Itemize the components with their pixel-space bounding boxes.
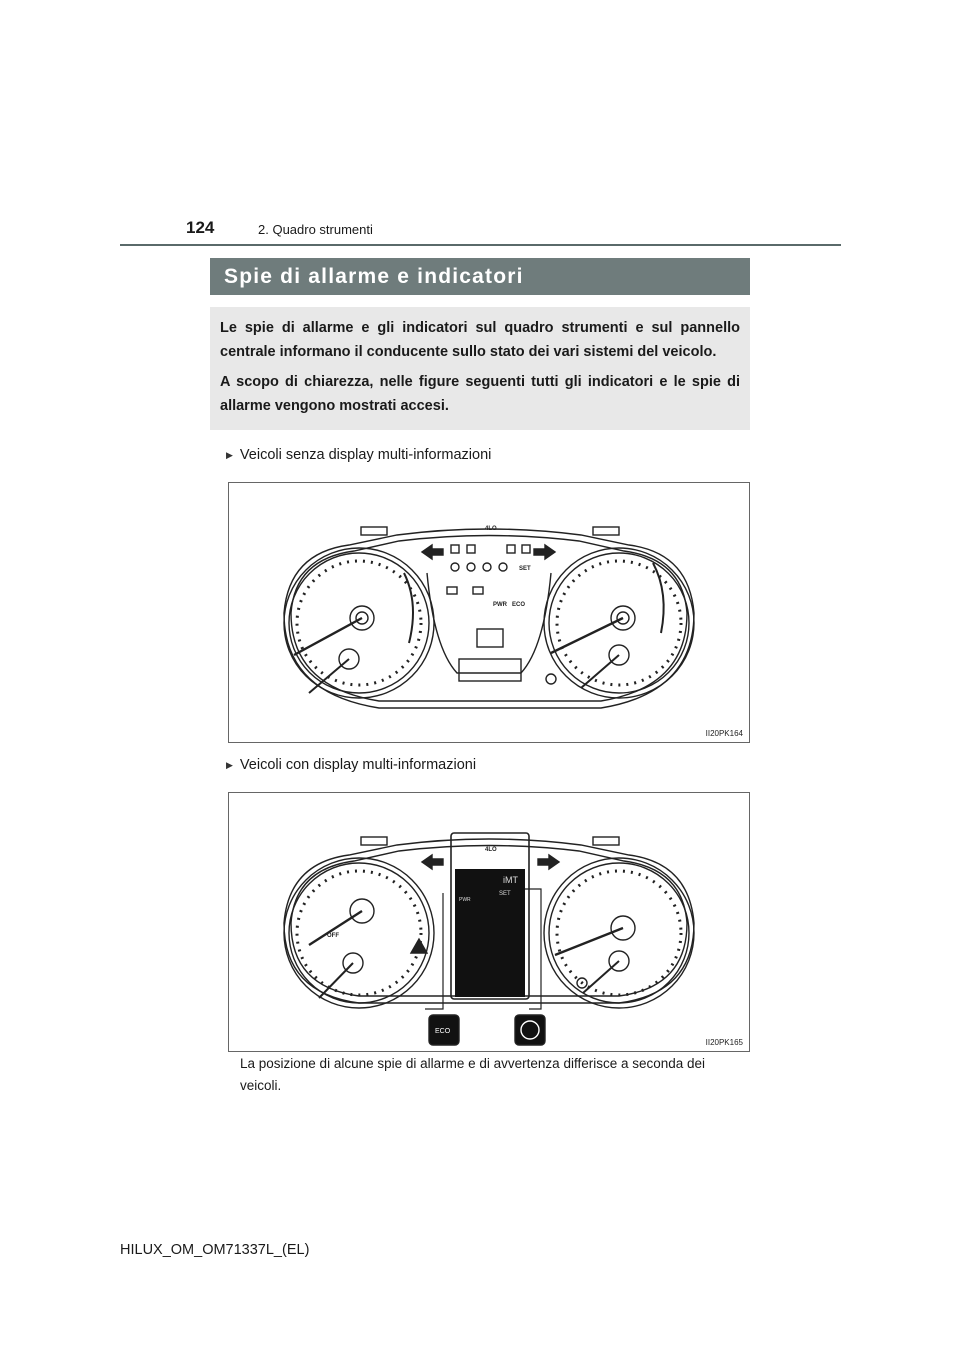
intro-paragraph-1: Le spie di allarme e gli indicatori sul quadro strumenti e sul pannello centrale informano il conducente sullo stato dei vari sistemi del veicolo.	[220, 320, 740, 360]
figure-1-caption	[226, 447, 491, 463]
instrument-cluster-md-drawing	[229, 793, 749, 1051]
four-lo-label: 4LO	[485, 526, 497, 532]
intro-paragraph-2: A scopo di chiarezza, nelle figure seguenti tutti gli indicatori e le spie di allarme vengono mostrati accesi.	[220, 374, 740, 414]
triangle-bullet-icon: ▶	[226, 449, 233, 460]
eco-callout-label: ECO	[435, 1028, 451, 1035]
page-number: 124	[186, 218, 215, 237]
imt-label: iMT	[503, 875, 518, 885]
intro-box	[210, 307, 750, 430]
set-label: SET	[519, 566, 531, 572]
section-header: 2. Quadro strumenti	[258, 222, 373, 237]
note-text: La posizione di alcune spie di allarme e di avvertenza differisce a seconda dei veicoli.	[240, 1056, 706, 1093]
md-four-lo-label: 4LO	[485, 847, 497, 853]
md-off-label: OFF	[327, 933, 339, 939]
instrument-cluster-drawing	[229, 483, 749, 742]
page-title: Spie di allarme e indicatori	[210, 258, 750, 295]
header-rule	[120, 244, 841, 246]
figure-2-caption-text: Veicoli con display multi-informazioni	[239, 757, 477, 773]
pwr-label: PWR	[493, 602, 507, 608]
figure-2-caption	[226, 757, 476, 773]
md-set-label: SET	[499, 891, 511, 897]
figure-2-code: II20PK165	[705, 1038, 743, 1047]
triangle-bullet-icon: ▶	[226, 759, 233, 770]
figure-2-cluster	[228, 792, 750, 1052]
footer-code: HILUX_OM_OM71337L_(EL)	[120, 1242, 310, 1258]
eco-label: ECO	[512, 602, 526, 608]
md-pwr-label: PWR	[459, 897, 471, 903]
figure-1-caption-text: Veicoli senza display multi-informazioni	[239, 447, 492, 463]
figure-1-cluster	[228, 482, 750, 743]
figure-1-code: II20PK164	[705, 729, 743, 738]
